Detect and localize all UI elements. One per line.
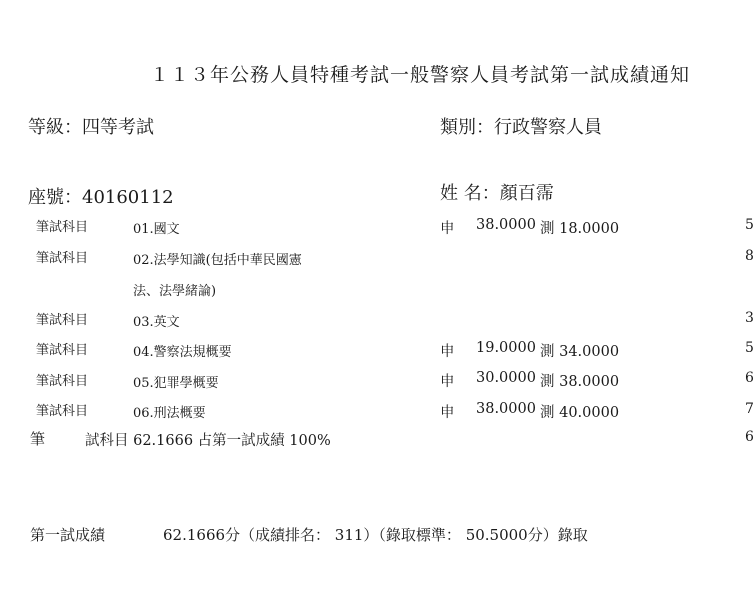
subject-name: 05.犯罪學概要 xyxy=(133,376,219,391)
summary-prefix: 筆 xyxy=(30,430,46,448)
candidate-name-label: 姓 名：顏百霈 xyxy=(440,183,554,204)
cropped-edge-value: 7 xyxy=(745,401,754,417)
cropped-edge-value: 6 xyxy=(745,429,754,445)
score-mark: 申 xyxy=(440,221,455,237)
subject-name: 04.警察法規概要 xyxy=(133,345,232,360)
subject-name: 06.刑法概要 xyxy=(133,406,206,421)
cropped-edge-value: 6 xyxy=(745,370,754,386)
subject-label: 筆試科目 xyxy=(36,313,89,328)
subject-name: 01.國文 xyxy=(133,222,180,237)
score-a: 38.0000 xyxy=(476,401,536,417)
score-b: 測 18.0000 xyxy=(540,221,620,237)
subject-name-continued: 法、法學緒論) xyxy=(133,284,217,299)
subject-label: 筆試科目 xyxy=(36,404,89,419)
grade-label: 等級：四等考試 xyxy=(28,117,154,138)
score-b: 測 38.0000 xyxy=(540,374,620,390)
score-mark: 申 xyxy=(440,405,455,421)
score-a: 19.0000 xyxy=(476,340,536,356)
category-label: 類別：行政警察人員 xyxy=(440,117,602,138)
score-b: 測 34.0000 xyxy=(540,344,620,360)
document-title: １１３年公務人員特種考試一般警察人員考試第一試成績通知 xyxy=(150,64,691,86)
result-text: 62.1666分（成績排名： 311）（錄取標準： 50.5000分）錄取 xyxy=(163,526,588,544)
subject-name: 02.法學知識(包括中華民國憲 xyxy=(133,253,302,268)
seat-number-label: 座號：40160112 xyxy=(28,187,174,208)
score-a: 38.0000 xyxy=(476,217,536,233)
summary-text: 試科目 62.1666 占第一試成績 100% xyxy=(85,433,331,449)
subject-name: 03.英文 xyxy=(133,315,180,330)
cropped-edge-value: 5 xyxy=(745,217,754,233)
subject-label: 筆試科目 xyxy=(36,374,89,389)
score-b: 測 40.0000 xyxy=(540,405,620,421)
cropped-edge-value: 3 xyxy=(745,310,754,326)
result-label: 第一試成績 xyxy=(30,526,106,544)
score-a: 30.0000 xyxy=(476,370,536,386)
subject-label: 筆試科目 xyxy=(36,220,89,235)
score-mark: 申 xyxy=(440,344,455,360)
score-mark: 申 xyxy=(440,374,455,390)
cropped-edge-value: 8 xyxy=(745,248,754,264)
cropped-edge-value: 5 xyxy=(745,340,754,356)
subject-label: 筆試科目 xyxy=(36,343,89,358)
subject-label: 筆試科目 xyxy=(36,251,89,266)
